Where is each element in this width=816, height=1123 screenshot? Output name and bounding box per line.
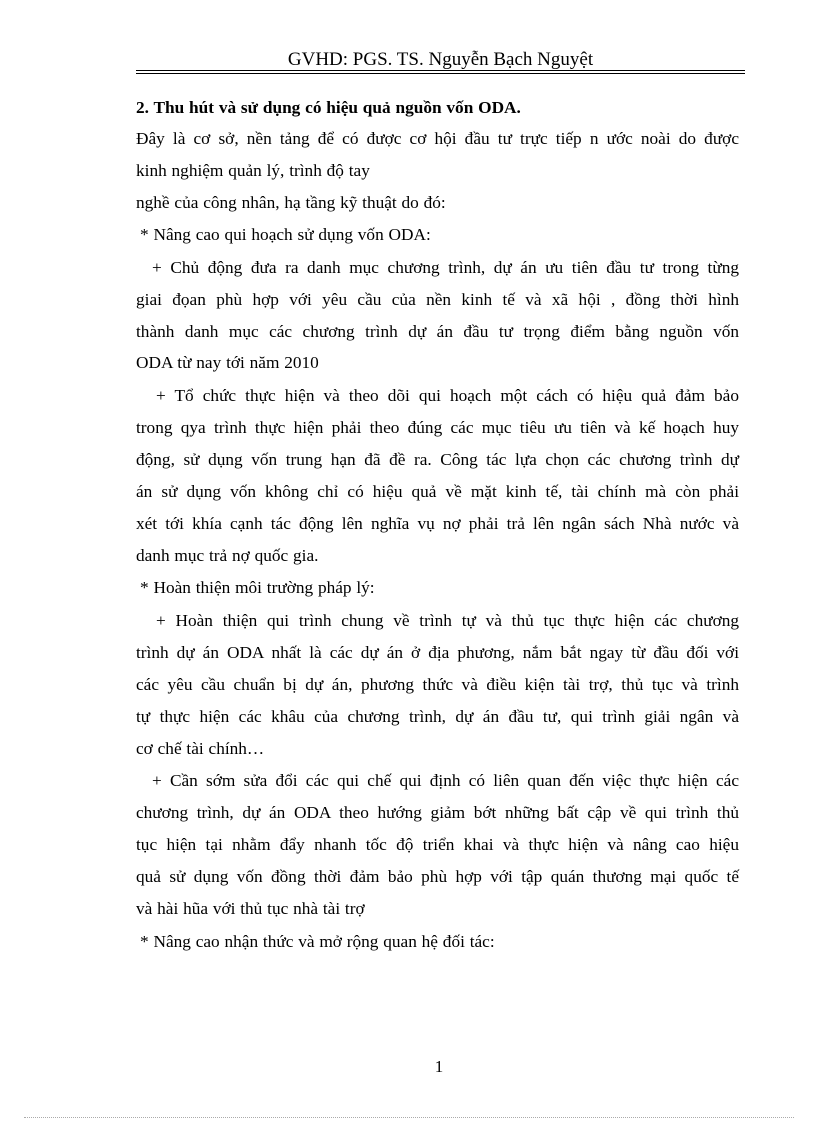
- body-line: kinh nghiệm quản lý, trình độ tay: [136, 161, 370, 180]
- body-line: giai đọan phù hợp với yêu cầu của nền kinh tế và xã hội , đồng thời hình: [136, 290, 739, 309]
- body-line: + Cần sớm sửa đổi các qui chế qui định có liên quan đến việc thực hiện các: [152, 771, 739, 790]
- body-line: cơ chế tài chính…: [136, 739, 265, 758]
- header-rule-bottom: [136, 73, 745, 74]
- body-line: các yêu cầu chuẩn bị dự án, phương thức và điều kiện tài trợ, thủ tục và trình: [136, 675, 739, 694]
- body-line: + Tổ chức thực hiện và theo dõi qui hoạch một cách có hiệu quả đảm bảo: [156, 386, 739, 405]
- body-line: thành danh mục các chương trình dự án đầu tư trọng điểm bằng nguồn vốn: [136, 322, 739, 341]
- page-bottom-border: [24, 1117, 794, 1118]
- body-line: + Hoàn thiện qui trình chung về trình tự và thủ tục thực hiện các chương: [156, 611, 739, 630]
- body-line: ODA từ nay tới năm 2010: [136, 353, 319, 372]
- body-line: Đây là cơ sở, nền tảng để có được cơ hội đầu tư trực tiếp n ước noài do được: [136, 129, 739, 148]
- body-line: trình dự án ODA nhất là các dự án ở địa phương, nắm bắt ngay từ đầu đối với: [136, 643, 739, 662]
- page-number: 1: [434, 1057, 444, 1076]
- body-line: động, sử dụng vốn trung hạn đã đề ra. Công tác lựa chọn các chương trình dự: [136, 450, 739, 469]
- bullet-heading: * Hoàn thiện môi trường pháp lý:: [140, 578, 375, 597]
- body-line: xét tới khía cạnh tác động lên nghĩa vụ nợ phải trả lên ngân sách Nhà nước và: [136, 514, 739, 533]
- body-line: tự thực hiện các khâu của chương trình, dự án đầu tư, qui trình giải ngân và: [136, 707, 739, 726]
- bullet-heading: * Nâng cao nhận thức và mở rộng quan hệ đối tác:: [140, 932, 495, 951]
- body-line: + Chủ động đưa ra danh mục chương trình, dự án ưu tiên đầu tư trong từng: [152, 258, 739, 277]
- body-line: trong qya trình thực hiện phải theo đúng các mục tiêu ưu tiên và kế hoạch huy: [136, 418, 739, 437]
- body-line: án sử dụng vốn không chỉ có hiệu quả về mặt kinh tế, tài chính mà còn phải: [136, 482, 739, 501]
- body-line: tục hiện tại nhằm đẩy nhanh tốc độ triển khai và thực hiện và nâng cao hiệu: [136, 835, 739, 854]
- header-text: GVHD: PGS. TS. Nguyễn Bạch Nguyệt: [287, 49, 594, 70]
- section-heading: 2. Thu hút và sử dụng có hiệu quả nguồn vốn ODA.: [136, 98, 521, 117]
- header-rule-top: [136, 70, 745, 71]
- body-line: quả sử dụng vốn đồng thời đảm bảo phù hợp với tập quán thương mại quốc tế: [136, 867, 739, 886]
- body-line: nghề của công nhân, hạ tầng kỹ thuật do đó:: [136, 193, 446, 212]
- body-line: chương trình, dự án ODA theo hướng giảm bớt những bất cập về qui trình thủ: [136, 803, 739, 822]
- body-line: danh mục trả nợ quốc gia.: [136, 546, 319, 565]
- bullet-heading: * Nâng cao qui hoạch sử dụng vốn ODA:: [140, 225, 431, 244]
- body-line: và hài hũa với thủ tục nhà tài trợ: [136, 899, 365, 918]
